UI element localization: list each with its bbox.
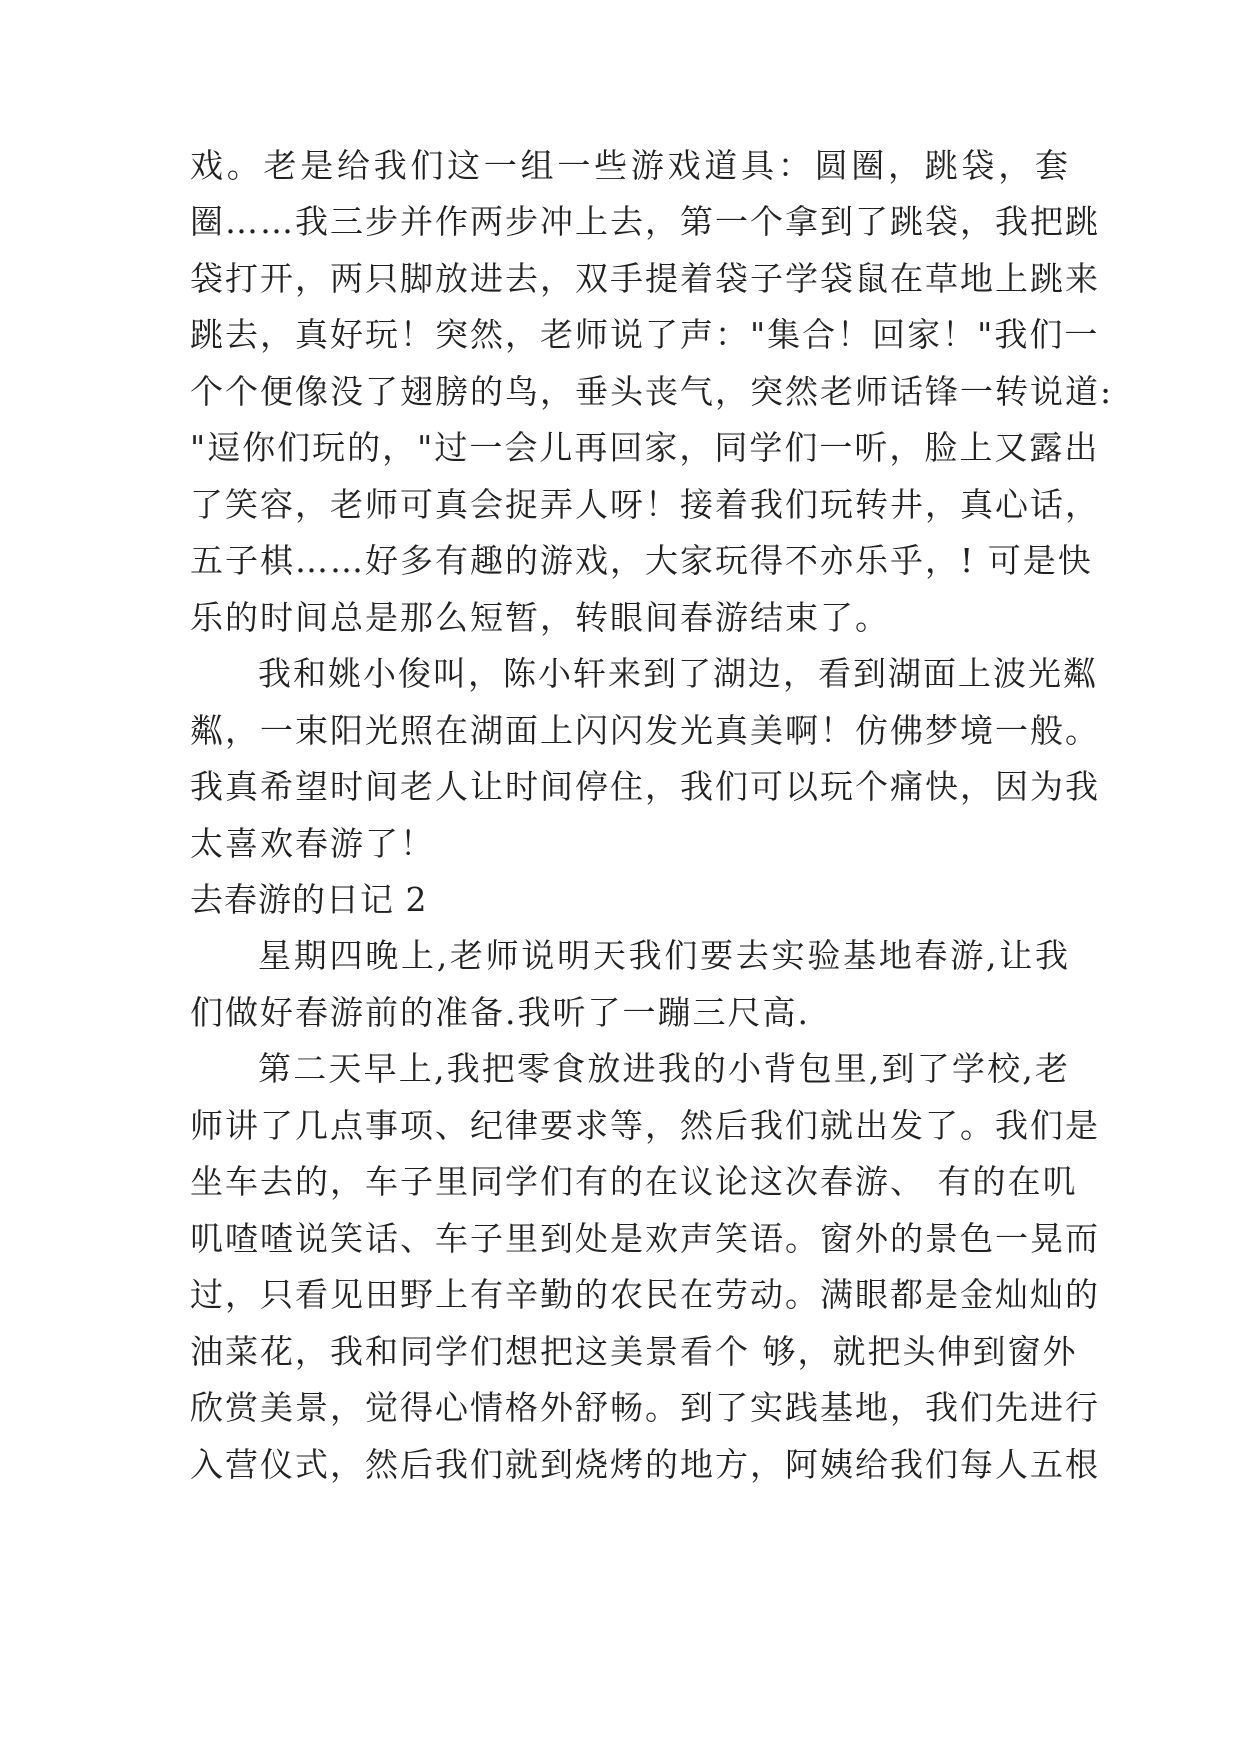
text-line: 乐的时间总是那么短暂，转眼间春游结束了。 [190,598,890,637]
text-line: 五子棋……好多有趣的游戏，大家玩得不亦乐乎，! 可是快 [190,541,1093,580]
text-line: 太喜欢春游了！ [190,824,435,863]
text-line: 圈……我三步并作两步冲上去，第一个拿到了跳袋，我把跳 [190,202,1100,241]
text-line: 跳去，真好玩！突然，老师说了声："集合！回家！"我们一 [190,315,1100,354]
text-line: 们做好春游前的准备.我听了一蹦三尺高. [190,993,810,1032]
section-heading: 去春游的日记 2 [190,880,428,919]
text-line: 师讲了几点事项、纪律要求等，然后我们就出发了。我们是 [190,1106,1100,1145]
paragraph-first-line: 星期四晚上,老师说明天我们要去实验基地春游,让我 [258,936,1070,975]
text-line: 坐车去的，车子里同学们有的在议论这次春游、 有的在叽 [190,1162,1078,1201]
text-line: 袋打开，两只脚放进去，双手提着袋子学袋鼠在草地上跳来 [190,259,1100,298]
text-line: 欣赏美景，觉得心情格外舒畅。到了实践基地，我们先进行 [190,1388,1100,1427]
paragraph-first-line: 第二天早上,我把零食放进我的小背包里,到了学校,老 [258,1049,1070,1088]
text-line: "逗你们玩的，"过一会儿再回家，同学们一听，脸上又露出 [190,428,1100,467]
paragraph-first-line: 我和姚小俊叫，陈小轩来到了湖边，看到湖面上波光粼 [258,654,1098,693]
text-line: 了笑容，老师可真会捉弄人呀！接着我们玩转井，真心话， [190,485,1100,524]
text-line: 叽喳喳说笑话、车子里到处是欢声笑语。窗外的景色一晃而 [190,1219,1100,1258]
text-line: 过，只看见田野上有辛勤的农民在劳动。满眼都是金灿灿的 [190,1275,1100,1314]
text-line: 粼，一束阳光照在湖面上闪闪发光真美啊！仿佛梦境一般。 [190,711,1100,750]
text-line: 我真希望时间老人让时间停住，我们可以玩个痛快，因为我 [190,767,1100,806]
text-line: 油菜花，我和同学们想把这美景看个 够，就把头伸到窗外 [190,1332,1078,1371]
text-line: 戏。老是给我们这一组一些游戏道具：圆圈，跳袋，套 [190,146,1070,185]
text-line: 入营仪式，然后我们就到烧烤的地方，阿姨给我们每人五根 [190,1445,1100,1484]
text-line: 个个便像没了翅膀的鸟，垂头丧气，突然老师话锋一转说道: [190,372,1114,411]
